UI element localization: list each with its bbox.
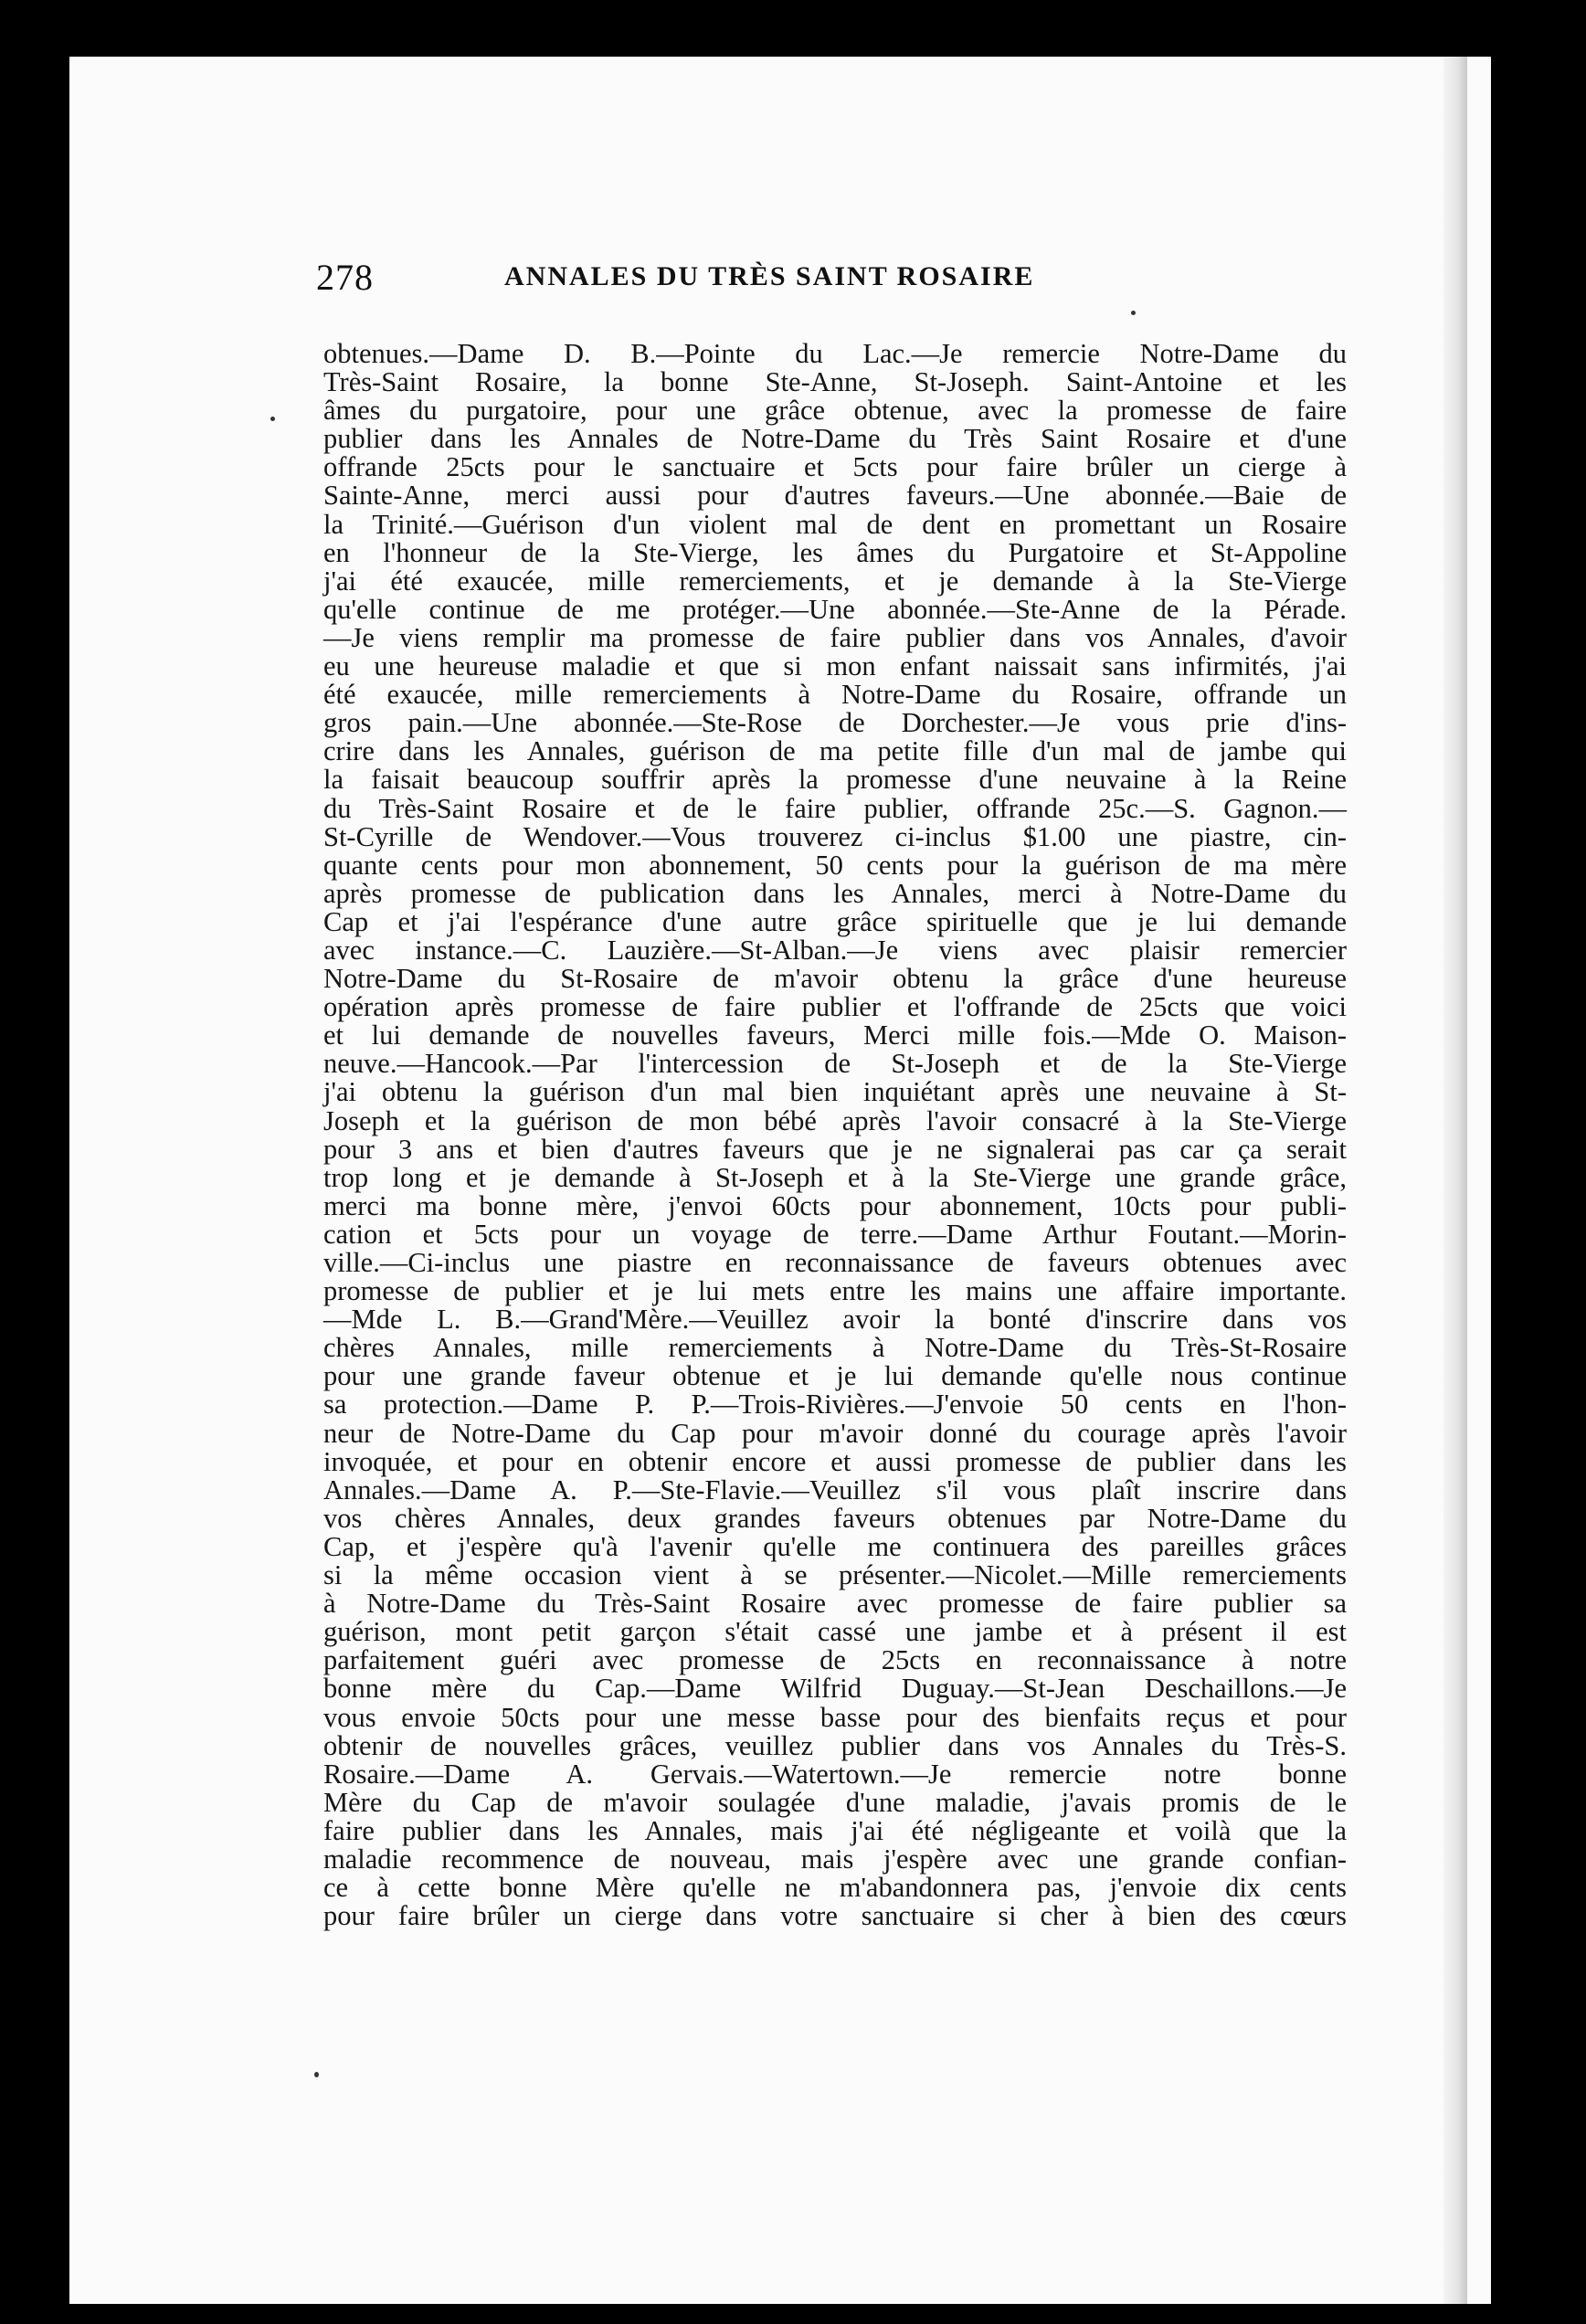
text-line: offrande 25cts pour le sanctuaire et 5cts pour faire brûler un cierge à	[323, 451, 1347, 483]
page-number: 278	[316, 257, 374, 298]
book-binding	[1491, 57, 1586, 2324]
text-line: opération après promesse de faire publier et l'offrande de 25cts que voici	[323, 991, 1347, 1023]
text-line: —Mde L. B.—Grand'Mère.—Veuillez avoir la bonté d'inscrire dans vos	[323, 1304, 1347, 1336]
text-line: Joseph et la guérison de mon bébé après l'avoir consacré à la Ste-Vierge	[323, 1104, 1347, 1136]
text-line: à Notre-Dame du Très-Saint Rosaire avec promesse de faire publier sa	[323, 1588, 1347, 1620]
text-line: promesse de publier et je lui mets entre les mains une affaire importante.	[323, 1275, 1347, 1307]
text-line: invoquée, et pour en obtenir encore et aussi promesse de publier dans les	[323, 1445, 1347, 1477]
text-line: crire dans les Annales, guérison de ma petite fille d'un mal de jambe qui	[323, 735, 1347, 767]
page-header	[316, 256, 1321, 311]
text-line: avec instance.—C. Lauzière.—St-Alban.—Je viens avec plaisir remercier	[323, 934, 1347, 966]
text-line: obtenues.—Dame D. B.—Pointe du Lac.—Je remercie Notre-Dame du	[323, 338, 1347, 369]
text-line: cation et 5cts pour un voyage de terre.—Dame Arthur Foutant.—Morin-	[323, 1218, 1347, 1250]
text-line: Mère du Cap de m'avoir soulagée d'une maladie, j'avais promis de le	[323, 1786, 1347, 1818]
text-line: Rosaire.—Dame A. Gervais.—Watertown.—Je remercie notre bonne	[323, 1758, 1347, 1790]
text-line: bonne mère du Cap.—Dame Wilfrid Duguay.—St-Jean Deschaillons.—Je	[323, 1673, 1347, 1705]
text-line: parfaitement guéri avec promesse de 25cts en reconnaissance à notre	[323, 1644, 1347, 1676]
text-line: maladie recommence de nouveau, mais j'espère avec une grande confian-	[323, 1843, 1347, 1875]
running-title: ANNALES DU TRÈS SAINT ROSAIRE	[504, 261, 1035, 291]
body-text	[323, 340, 1347, 1930]
text-line: trop long et je demande à St-Joseph et à la Ste-Vierge une grande grâce,	[323, 1161, 1347, 1193]
text-line: publier dans les Annales de Notre-Dame du Très Saint Rosaire et d'une	[323, 423, 1347, 455]
text-line: Notre-Dame du St-Rosaire de m'avoir obtenu la grâce d'une heureuse	[323, 963, 1347, 995]
text-line: faire publier dans les Annales, mais j'ai été négligeante et voilà que la	[323, 1814, 1347, 1846]
text-line: pour 3 ans et bien d'autres faveurs que je ne signalerai pas car ça serait	[323, 1133, 1347, 1165]
text-line: neuve.—Hancook.—Par l'intercession de St-Joseph et de la Ste-Vierge	[323, 1048, 1347, 1080]
text-line: merci ma bonne mère, j'envoi 60cts pour abonnement, 10cts pour publi-	[323, 1189, 1347, 1221]
text-line: gros pain.—Une abonnée.—Ste-Rose de Dorchester.—Je vous prie d'ins-	[323, 707, 1347, 739]
page-edge	[1443, 57, 1467, 2304]
text-line: St-Cyrille de Wendover.—Vous trouverez ci-inclus $1.00 une piastre, cin-	[323, 820, 1347, 852]
text-line: j'ai obtenu la guérison d'un mal bien inquiétant après une neuvaine à St-	[323, 1076, 1347, 1108]
text-line: —Je viens remplir ma promesse de faire publier dans vos Annales, d'avoir	[323, 621, 1347, 653]
text-line: après promesse de publication dans les Annales, merci à Notre-Dame du	[323, 877, 1347, 909]
text-line: et lui demande de nouvelles faveurs, Merci mille fois.—Mde O. Maison-	[323, 1019, 1347, 1051]
text-line: été exaucée, mille remerciements à Notre-Dame du Rosaire, offrande un	[323, 679, 1347, 711]
text-line: Sainte-Anne, merci aussi pour d'autres faveurs.—Une abonnée.—Baie de	[323, 480, 1347, 512]
text-line: Cap, et j'espère qu'à l'avenir qu'elle me continuera des pareilles grâces	[323, 1530, 1347, 1562]
text-line: sa protection.—Dame P. P.—Trois-Rivières.—J'envoie 50 cents en l'hon-	[323, 1389, 1347, 1421]
text-line: ville.—Ci-inclus une piastre en reconnaissance de faveurs obtenues avec	[323, 1247, 1347, 1278]
text-line: la faisait beaucoup souffrir après la promesse d'une neuvaine à la Reine	[323, 764, 1347, 796]
text-line: chères Annales, mille remerciements à Notre-Dame du Très-St-Rosaire	[323, 1332, 1347, 1364]
text-line: j'ai été exaucée, mille remerciements, et je demande à la Ste-Vierge	[323, 565, 1347, 597]
text-line: en l'honneur de la Ste-Vierge, les âmes du Purgatoire et St-Appoline	[323, 536, 1347, 568]
text-line: guérison, mont petit garçon s'était cassé une jambe et à présent il est	[323, 1616, 1347, 1648]
text-line: Cap et j'ai l'espérance d'une autre grâce spirituelle que je lui demande	[323, 905, 1347, 937]
text-line: la Trinité.—Guérison d'un violent mal de dent en promettant un Rosaire	[323, 508, 1347, 540]
text-line: neur de Notre-Dame du Cap pour m'avoir donné du courage après l'avoir	[323, 1417, 1347, 1449]
text-line: du Très-Saint Rosaire et de le faire publier, offrande 25c.—S. Gagnon.—	[323, 792, 1347, 824]
text-line: âmes du purgatoire, pour une grâce obtenue, avec la promesse de faire	[323, 395, 1347, 427]
text-line: Annales.—Dame A. P.—Ste-Flavie.—Veuillez s'il vous plaît inscrire dans	[323, 1474, 1347, 1505]
text-line: si la même occasion vient à se présenter.—Nicolet.—Mille remerciements	[323, 1559, 1347, 1591]
text-line: quante cents pour mon abonnement, 50 cents pour la guérison de ma mère	[323, 849, 1347, 881]
scan-speck	[1131, 311, 1136, 315]
text-line: ce à cette bonne Mère qu'elle ne m'abandonnera pas, j'envoie dix cents	[323, 1872, 1347, 1904]
scan-speck	[314, 2072, 319, 2077]
text-line: eu une heureuse maladie et que si mon enfant naissait sans infirmités, j'ai	[323, 650, 1347, 682]
text-line: vos chères Annales, deux grandes faveurs obtenues par Notre-Dame du	[323, 1502, 1347, 1534]
text-line: obtenir de nouvelles grâces, veuillez publier dans vos Annales du Très-S.	[323, 1729, 1347, 1761]
text-line: pour une grande faveur obtenue et je lui demande qu'elle nous continue	[323, 1360, 1347, 1392]
scan-speck	[270, 417, 275, 421]
text-line: qu'elle continue de me protéger.—Une abonnée.—Ste-Anne de la Pérade.	[323, 593, 1347, 625]
text-line: Très-Saint Rosaire, la bonne Ste-Anne, St-Joseph. Saint-Antoine et les	[323, 366, 1347, 398]
text-line: vous envoie 50cts pour une messe basse pour des bienfaits reçus et pour	[323, 1701, 1347, 1733]
text-line: pour faire brûler un cierge dans votre sanctuaire si cher à bien des cœurs	[323, 1900, 1347, 1932]
